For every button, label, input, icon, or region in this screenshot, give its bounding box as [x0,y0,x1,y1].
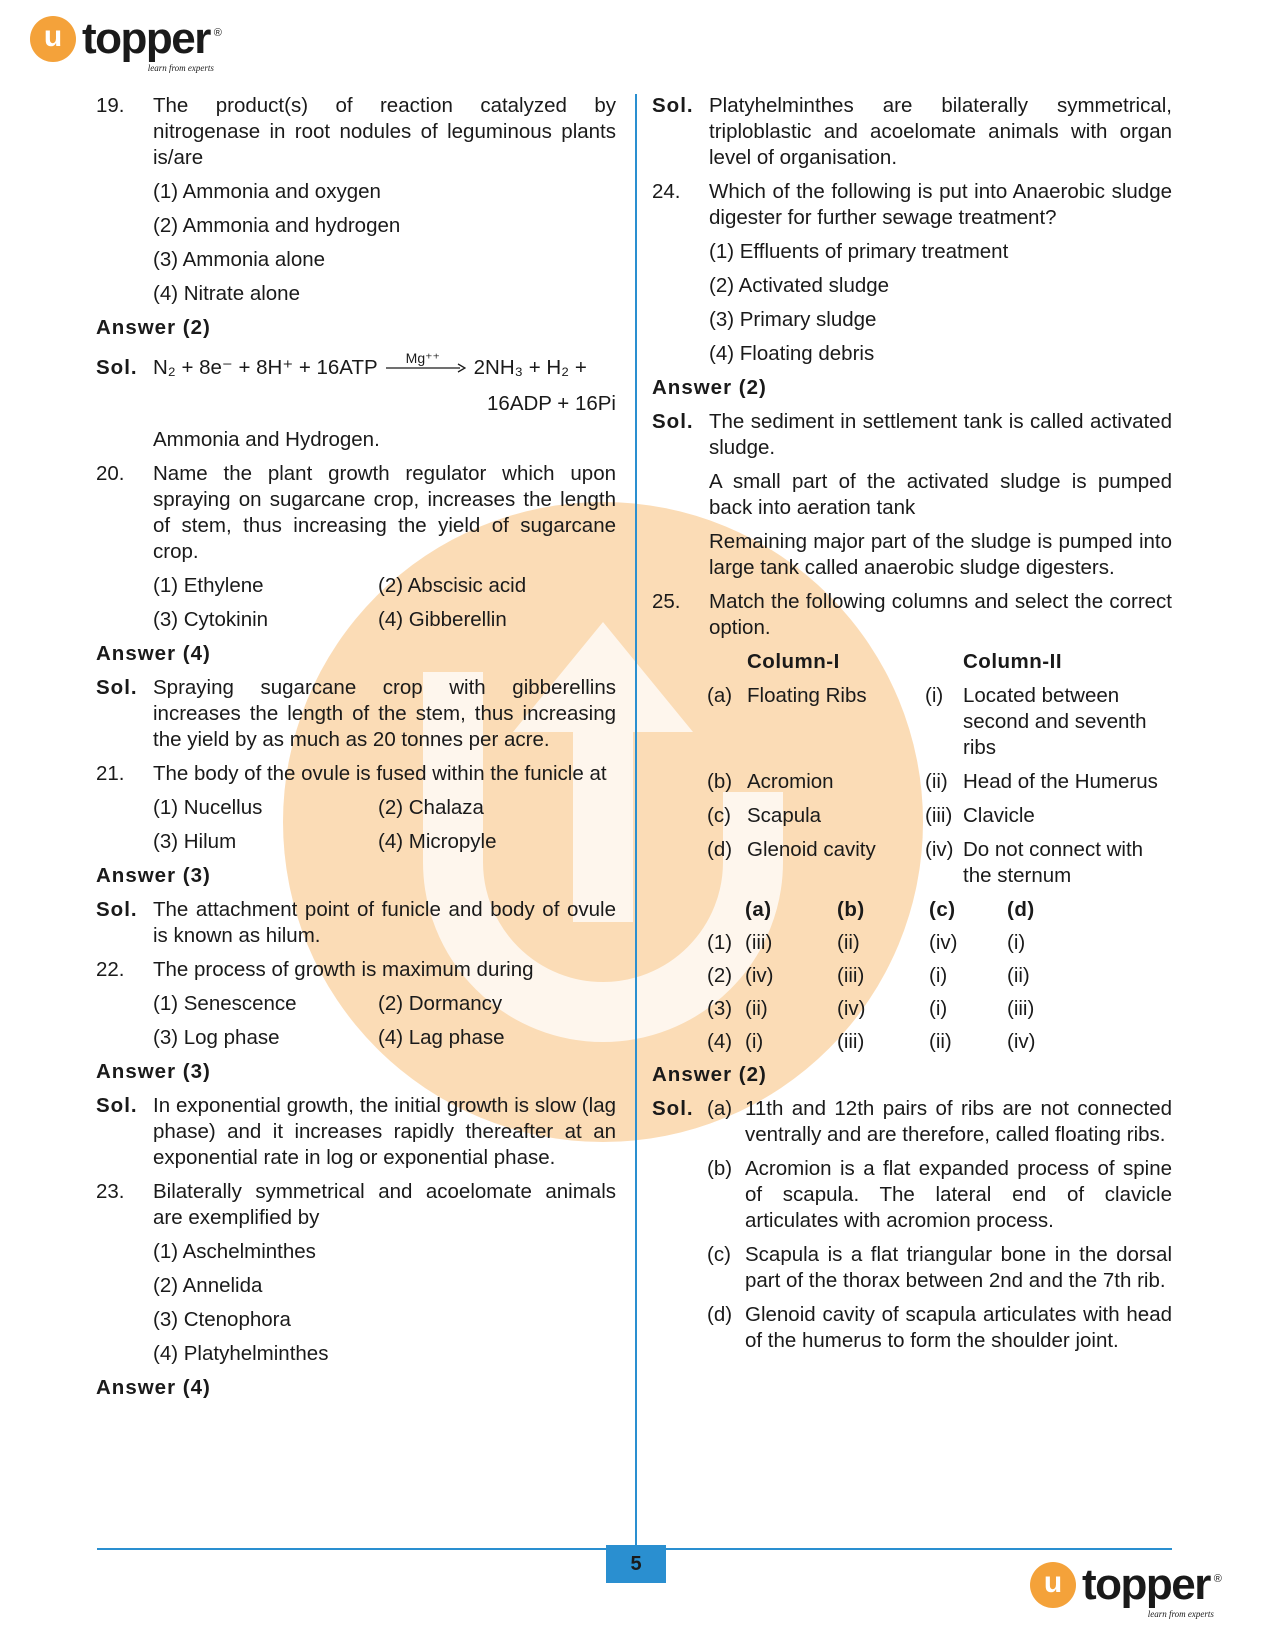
option: (1) Effluents of primary treatment [709,240,1009,263]
option: (2) Annelida [153,1274,263,1297]
option-row: (1) Nucellus (2) Chalaza [153,796,484,819]
solution-25-c: (c) Scapula is a flat triangular bone in the dorsal part of the thorax between 2nd and the 7th rib. [707,1243,1172,1292]
solution-21: Sol. The attachment point of funicle and body of ovule is known as hilum. [96,898,616,947]
match-row: (c) Scapula (iii) Clavicle [707,804,1035,827]
solution-23: Sol. Platyhelminthes are bilaterally symmetrical, triploblastic and acoelomate animals with organ level of organisation. [652,94,1172,169]
option: (1) Ammonia and oxygen [153,180,381,203]
solution-text: Remaining major part of the sludge is pumped into large tank called anaerobic sludge digesters. [709,530,1172,579]
option: (2) Activated sludge [709,274,890,297]
reaction-equation: N₂ + 8e⁻ + 8H⁺ + 16ATP Mg⁺⁺ 2NH₃ + H₂ + [153,350,587,379]
solution-text: A small part of the activated sludge is pumped back into aeration tank [709,470,1172,519]
logo-mark: u [1030,1562,1076,1608]
page-number: 5 [606,1545,666,1583]
solution-20: Sol. Spraying sugarcane crop with gibberellins increases the length of the stem, thus increasing the yield by as much as 20 tonnes per acre. [96,676,616,751]
question-23: 23. Bilaterally symmetrical and acoelomate animals are exemplified by [96,1180,616,1229]
answer: Answer (4) [96,1376,211,1399]
answer: Answer (2) [652,376,767,399]
logo-wordmark: topper ® learn from experts [1082,1560,1222,1619]
option: (3) Ctenophora [153,1308,291,1331]
match-table [707,649,1172,897]
option: (2) Ammonia and hydrogen [153,214,401,237]
option-grid-row: (4) (i) (iii) (ii) (iv) [707,1030,1036,1053]
question-19: 19. The product(s) of reaction catalyzed by nitrogenase in root nodules of leguminous plants is/are [96,94,616,169]
answer: Answer (2) [96,316,211,339]
option: (4) Platyhelminthes [153,1342,329,1365]
column-2-header: Column-II [963,650,1063,673]
question-22: 22. The process of growth is maximum during [96,958,534,981]
reaction-arrow-icon: Mg⁺⁺ [386,355,466,381]
answer: Answer (3) [96,864,211,887]
option-grid-header: (a) (b) (c) (d) [745,898,1035,921]
match-row: (d) Glenoid cavity (iv) Do not connect with the sternum [707,838,1144,887]
option-row: (1) Ethylene (2) Abscisic acid [153,574,527,597]
question-24: 24. Which of the following is put into Anaerobic sludge digester for further sewage treatment? [652,180,1172,229]
option-grid-row: (2) (iv) (iii) (i) (ii) [707,964,1030,987]
option-grid-row: (3) (ii) (iv) (i) (iii) [707,997,1035,1020]
logo-mark: u [30,16,76,62]
option-row: (3) Log phase (4) Lag phase [153,1026,505,1049]
topper-logo [30,14,222,73]
answer: Answer (3) [96,1060,211,1083]
solution-25-b: (b) Acromion is a flat expanded process of spine of scapula. The lateral end of clavicle articulates with acromion process. [707,1157,1172,1232]
option-grid-row: (1) (iii) (ii) (iv) (i) [707,931,1026,954]
option-grid [707,897,1035,1062]
logo-wordmark: topper ® learn from experts [82,14,222,73]
option: (3) Primary sludge [709,308,877,331]
option-row: (1) Senescence (2) Dormancy [153,992,503,1015]
column-1-header: Column-I [747,650,840,673]
question-25: 25. Match the following columns and select the correct option. [652,590,1172,639]
solution-text: Ammonia and Hydrogen. [153,428,380,451]
option: (4) Floating debris [709,342,875,365]
option: (1) Aschelminthes [153,1240,316,1263]
option: (4) Nitrate alone [153,282,300,305]
match-row: (b) Acromion (ii) Head of the Humerus [707,770,1158,793]
option: (3) Ammonia alone [153,248,326,271]
solution-25-a: Sol. (a) 11th and 12th pairs of ribs are not connected ventrally and are therefore, called floating ribs. [652,1097,1172,1146]
solution-19: Sol. N₂ + 8e⁻ + 8H⁺ + 16ATP Mg⁺⁺ 2NH₃ + H₂ + 16ADP + 16Pi [96,350,616,415]
match-row: (a) Floating Ribs (i) Located between second and seventh ribs [707,684,1147,759]
solution-22: Sol. In exponential growth, the initial growth is slow (lag phase) and it increases rapidly thereafter at an exponential rate in log or exponential phase. [96,1094,616,1169]
answer: Answer (4) [96,642,211,665]
question-21: 21. The body of the ovule is fused within the funicle at [96,762,607,785]
column-divider [635,94,637,1548]
topper-logo-footer [1030,1560,1222,1619]
right-column [652,93,1172,1362]
option-row: (3) Hilum (4) Micropyle [153,830,497,853]
solution-24: Sol. The sediment in settlement tank is called activated sludge. [652,410,1172,459]
question-20: 20. Name the plant growth regulator which upon spraying on sugarcane crop, increases the length of stem, thus increasing the yield of sugarcane crop. [96,462,616,563]
left-column [96,93,616,1409]
option-row: (3) Cytokinin (4) Gibberellin [153,608,507,631]
solution-25-d: (d) Glenoid cavity of scapula articulates with head of the humerus to form the shoulder joint. [707,1303,1172,1352]
answer: Answer (2) [652,1063,767,1086]
